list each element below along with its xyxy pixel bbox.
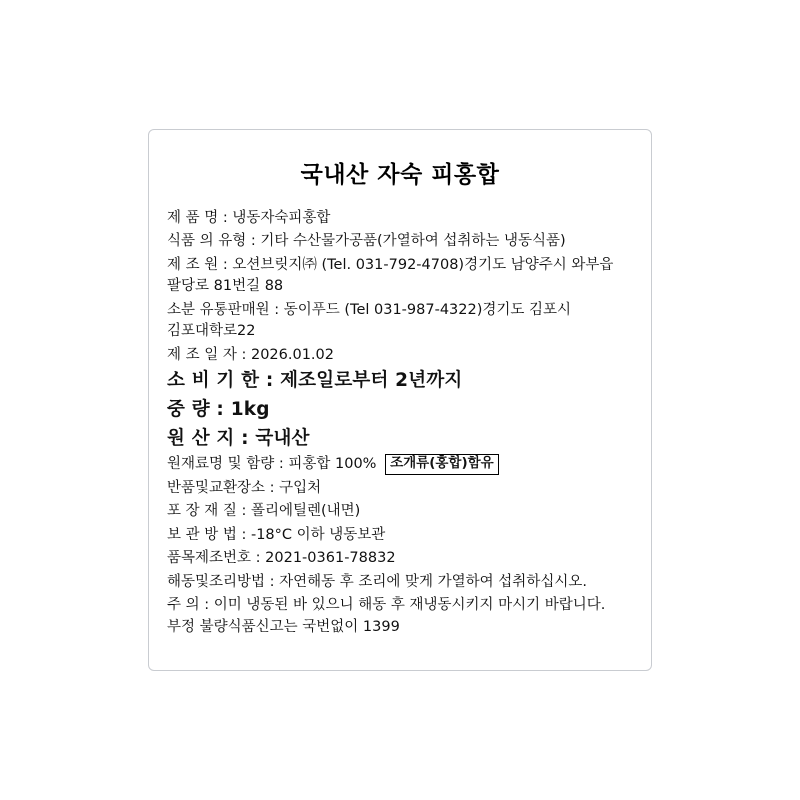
label-key-ingredients: 원재료명 및 함량 : — [167, 456, 284, 473]
label-value-report-line: 부정 불량식품신고는 국번없이 1399 — [167, 618, 400, 635]
page-title: 국내산 자숙 피홍합 — [300, 162, 500, 188]
label-row-product-name — [167, 207, 633, 230]
label-key-food-type: 식품 의 유형 : — [167, 233, 256, 250]
label-value-ingredients: 피홍합 100% — [288, 456, 377, 473]
label-row-distributor — [167, 299, 633, 322]
label-row-origin — [167, 425, 633, 454]
label-value-origin: 국내산 — [255, 427, 310, 449]
label-row-expiry — [167, 367, 633, 396]
label-key-weight: 중 량 : — [167, 399, 225, 421]
allergen-badge: 조개류(홍합)함유 — [385, 454, 499, 475]
label-value-manufacturer-address-cont: 팔당로 81번길 88 — [167, 278, 284, 295]
label-key-item-report-no: 품목제조번호 : — [167, 550, 261, 567]
label-row-packaging — [167, 500, 633, 523]
label-value-distributor: 동이푸드 (Tel 031-987-4322)경기도 김포시 — [283, 301, 572, 318]
label-key-return-exchange: 반품및교환장소 : — [167, 479, 275, 496]
label-key-thaw-cook: 해동및조리방법 : — [167, 573, 275, 590]
label-key-expiry: 소 비 기 한 : — [167, 370, 274, 392]
label-row-report-line — [167, 616, 633, 639]
label-value-expiry: 제조일로부터 2년까지 — [280, 370, 463, 392]
label-value-distributor-address-cont: 김포대학로22 — [167, 323, 256, 340]
label-row-food-type — [167, 230, 633, 253]
label-row-caution — [167, 594, 633, 617]
label-key-manufacture-date: 제 조 일 자 : — [167, 346, 247, 363]
label-row-thaw-cook — [167, 571, 633, 594]
label-value-storage: -18°C 이하 냉동보관 — [250, 526, 386, 543]
label-value-caution: 이미 냉동된 바 있으니 해동 후 재냉동시키지 마시기 바랍니다. — [213, 597, 606, 614]
label-key-storage: 보 관 방 법 : — [167, 526, 247, 543]
label-value-product-name: 냉동자숙피홍합 — [232, 210, 331, 226]
product-label-card — [148, 129, 652, 671]
label-value-weight: 1kg — [230, 399, 270, 421]
label-row-manufacturer — [167, 254, 633, 277]
label-value-food-type: 기타 수산물가공품(가열하여 섭취하는 냉동식품) — [260, 233, 566, 250]
label-row-return-exchange — [167, 477, 633, 500]
label-value-item-report-no: 2021-0361-78832 — [265, 550, 396, 567]
label-key-caution: 주 의 : — [167, 597, 210, 614]
label-key-product-name: 제 품 명 : — [167, 210, 228, 226]
label-value-thaw-cook: 자연해동 후 조리에 맞게 가열하여 섭취하십시오. — [279, 573, 587, 590]
label-key-origin: 원 산 지 : — [167, 427, 249, 449]
label-key-manufacturer: 제 조 원 : — [167, 256, 228, 273]
label-row-manufacture-date — [167, 344, 633, 367]
label-value-return-exchange: 구입처 — [279, 479, 322, 496]
label-key-distributor: 소분 유통판매원 : — [167, 301, 280, 318]
label-row-storage — [167, 524, 633, 547]
label-row-manufacturer-address-cont — [167, 275, 633, 298]
label-value-manufacture-date: 2026.01.02 — [250, 346, 334, 363]
label-value-manufacturer: 오션브릿지㈜ (Tel. 031-792-4708)경기도 남양주시 와부읍 — [232, 256, 614, 273]
label-value-packaging: 폴리에틸렌(내면) — [250, 503, 361, 520]
label-row-distributor-address-cont — [167, 320, 633, 343]
label-row-item-report-no — [167, 547, 633, 570]
label-key-packaging: 포 장 재 질 : — [167, 503, 247, 520]
label-row-weight — [167, 396, 633, 425]
label-row-ingredients — [167, 453, 633, 476]
label-content — [149, 130, 651, 649]
